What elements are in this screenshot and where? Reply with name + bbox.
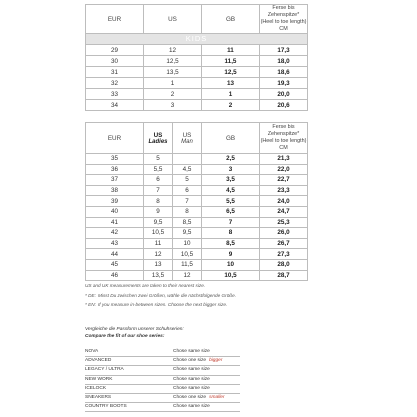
table-cell: 17,3 (260, 45, 308, 56)
table-row (86, 217, 308, 228)
note-line-de (85, 291, 236, 301)
table-row (86, 270, 308, 281)
table-row (86, 238, 308, 249)
table-cell: 9,5 (173, 228, 202, 239)
table-cell: 6 (144, 175, 173, 186)
table-cell: 11,5 (173, 259, 202, 270)
series-name: SNEAKERS (85, 394, 112, 400)
table-cell: 12 (144, 45, 202, 56)
table-cell: 22,0 (260, 164, 308, 175)
series-name: LEGACY / ULTRA (85, 367, 124, 373)
table-row (86, 154, 308, 165)
series-fit: Chose same size (173, 404, 210, 410)
table-cell: 41 (86, 217, 144, 228)
table-cell: 25,3 (260, 217, 308, 228)
table-row (86, 100, 308, 111)
table-cell: 18,6 (260, 67, 308, 78)
header-eur: EUR (86, 5, 144, 34)
table-row (86, 89, 308, 100)
adult-body (86, 154, 308, 281)
table-row (86, 56, 308, 67)
table-cell: 7 (173, 196, 202, 207)
table-cell: 4,5 (202, 185, 260, 196)
fit-comparison (85, 326, 325, 412)
table-row (86, 45, 308, 56)
table-cell: 10,5 (173, 249, 202, 260)
table-cell: 11 (202, 45, 260, 56)
table-cell: 12 (173, 270, 202, 281)
series-name: ADVANCED (85, 358, 112, 364)
table-cell: 34 (86, 100, 144, 111)
table-cell: 7 (202, 217, 260, 228)
series-fit-note: smaller (209, 394, 225, 400)
table-cell: 40 (86, 206, 144, 217)
note-text-de: Misst Du zwischen zwei Größen, wähle die nächstfolgende Größe. (98, 292, 237, 298)
table-cell: 42 (86, 228, 144, 239)
table-row (86, 196, 308, 207)
table-cell: 8,5 (202, 238, 260, 249)
table-cell: 12,5 (202, 67, 260, 78)
table-cell: 11,5 (202, 56, 260, 67)
table-cell: 8,5 (173, 217, 202, 228)
series-fit: Chose same size (173, 376, 210, 382)
table-row (86, 67, 308, 78)
header-us-ladies (144, 123, 173, 154)
table-cell: 24,0 (260, 196, 308, 207)
table-cell: 37 (86, 175, 144, 186)
table-cell: 5 (173, 175, 202, 186)
table-cell: 5 (144, 154, 173, 165)
table-cell: 11 (144, 238, 173, 249)
table-cell: 27,3 (260, 249, 308, 260)
note-key-en: * EN: (85, 302, 96, 307)
table-cell: 21,3 (260, 154, 308, 165)
table-cell: 6,5 (202, 206, 260, 217)
table-cell: 5,5 (202, 196, 260, 207)
table-cell: 28,7 (260, 270, 308, 281)
comparison-title-en: Compare the fit of our shoe series: (85, 334, 165, 339)
table-cell: 35 (86, 154, 144, 165)
series-fit: Chose one size (173, 358, 207, 364)
series-fit-note: bigger (209, 358, 223, 364)
note-key-de: * DE: (85, 292, 96, 298)
list-item (85, 394, 240, 403)
table-cell: 10 (202, 259, 260, 270)
kids-banner-row (86, 34, 308, 45)
kids-body (86, 45, 308, 111)
table-cell: 3 (144, 100, 202, 111)
table-cell: 45 (86, 259, 144, 270)
table-row (86, 259, 308, 270)
table-cell: 39 (86, 196, 144, 207)
table-cell: 31 (86, 67, 144, 78)
table-cell: 9 (202, 249, 260, 260)
table-cell: 26,7 (260, 238, 308, 249)
header-us: US (144, 5, 202, 34)
list-item (85, 366, 240, 375)
table-cell: 46 (86, 270, 144, 281)
table-cell: 12 (144, 249, 173, 260)
table-cell: 10 (173, 238, 202, 249)
table-cell: 44 (86, 249, 144, 260)
series-name: NOVA (85, 349, 99, 354)
table-cell: 13,5 (144, 270, 173, 281)
adult-size-table-wrapper (85, 122, 307, 281)
table-cell: 13,5 (144, 67, 202, 78)
table-cell: 13 (144, 259, 173, 270)
header-gb: GB (202, 5, 260, 34)
table-cell: 9,5 (144, 217, 173, 228)
table-cell: 3 (202, 164, 260, 175)
header-us-man-label: US (182, 131, 192, 139)
table-cell (173, 154, 202, 165)
series-name: NEW WORK (85, 376, 113, 382)
list-item (85, 403, 240, 412)
table-cell: 4,5 (173, 164, 202, 175)
table-cell: 7 (144, 185, 173, 196)
adult-header-row (86, 123, 308, 154)
table-cell: 28,0 (260, 259, 308, 270)
kids-banner: KIDS (86, 34, 308, 45)
table-cell: 1 (202, 89, 260, 100)
table-row (86, 164, 308, 175)
table-cell: 24,7 (260, 206, 308, 217)
table-cell: 5,5 (144, 164, 173, 175)
series-name: COUNTRY BOOTS (85, 404, 127, 410)
table-cell: 1 (144, 78, 202, 89)
series-name: ICELOCK (85, 385, 107, 391)
table-cell: 2 (202, 100, 260, 111)
table-cell: 8 (173, 206, 202, 217)
table-cell: 10,5 (202, 270, 260, 281)
table-cell: 36 (86, 164, 144, 175)
table-row (86, 249, 308, 260)
comparison-list (85, 348, 325, 412)
table-cell: 23,3 (260, 185, 308, 196)
table-cell: 20,6 (260, 100, 308, 111)
table-cell: 9 (144, 206, 173, 217)
table-cell: 29 (86, 45, 144, 56)
header-cm: Ferse bis Zehenspitze* (Heel to toe length) CM (260, 123, 308, 154)
table-cell: 30 (86, 56, 144, 67)
table-cell: 18,0 (260, 56, 308, 67)
table-cell: 38 (86, 185, 144, 196)
note-line-en (85, 300, 236, 310)
table-cell: 19,3 (260, 78, 308, 89)
header-us-ladies-label: US (153, 131, 163, 139)
adult-size-table (85, 122, 308, 281)
list-item (85, 348, 240, 357)
header-us-man (173, 123, 202, 154)
series-fit: Chose same size (173, 349, 210, 354)
list-item (85, 376, 240, 385)
list-item (85, 357, 240, 366)
table-cell: 13 (202, 78, 260, 89)
table-cell: 3,5 (202, 175, 260, 186)
comparison-title-de: Vergleiche die Passform unserer Schuhserien: (85, 327, 184, 332)
header-us-man-sub: Man (181, 138, 193, 145)
table-cell: 32 (86, 78, 144, 89)
series-fit: Chose same size (173, 367, 210, 373)
table-row (86, 206, 308, 217)
table-cell: 12,5 (144, 56, 202, 67)
kids-size-table-wrapper (85, 4, 307, 111)
table-cell: 26,0 (260, 228, 308, 239)
series-fit: Chose one size (173, 394, 207, 400)
table-cell: 33 (86, 89, 144, 100)
table-cell: 8 (144, 196, 173, 207)
table-cell: 22,7 (260, 175, 308, 186)
list-item (85, 385, 240, 394)
table-row (86, 78, 308, 89)
table-cell: 2 (144, 89, 202, 100)
table-row (86, 175, 308, 186)
header-eur: EUR (86, 123, 144, 154)
table-cell: 43 (86, 238, 144, 249)
note-line-1: US and UK measurements are taken to their nearest size. (85, 283, 206, 288)
table-cell: 2,5 (202, 154, 260, 165)
header-us-ladies-sub: Ladies (148, 138, 168, 145)
table-cell: 8 (202, 228, 260, 239)
table-cell: 6 (173, 185, 202, 196)
kids-header-row (86, 5, 308, 34)
series-fit: Chose same size (173, 385, 210, 391)
header-gb: GB (202, 123, 260, 154)
measurement-notes (85, 281, 236, 310)
table-row (86, 185, 308, 196)
table-cell: 10,5 (144, 228, 173, 239)
table-cell: 20,0 (260, 89, 308, 100)
table-row (86, 228, 308, 239)
header-cm: Ferse bis Zehenspitze* (Heel to toe length) CM (260, 5, 307, 32)
note-text-en: If you measure in-between sizes. Choose the next bigger size. (98, 302, 228, 307)
kids-size-table (85, 4, 308, 111)
